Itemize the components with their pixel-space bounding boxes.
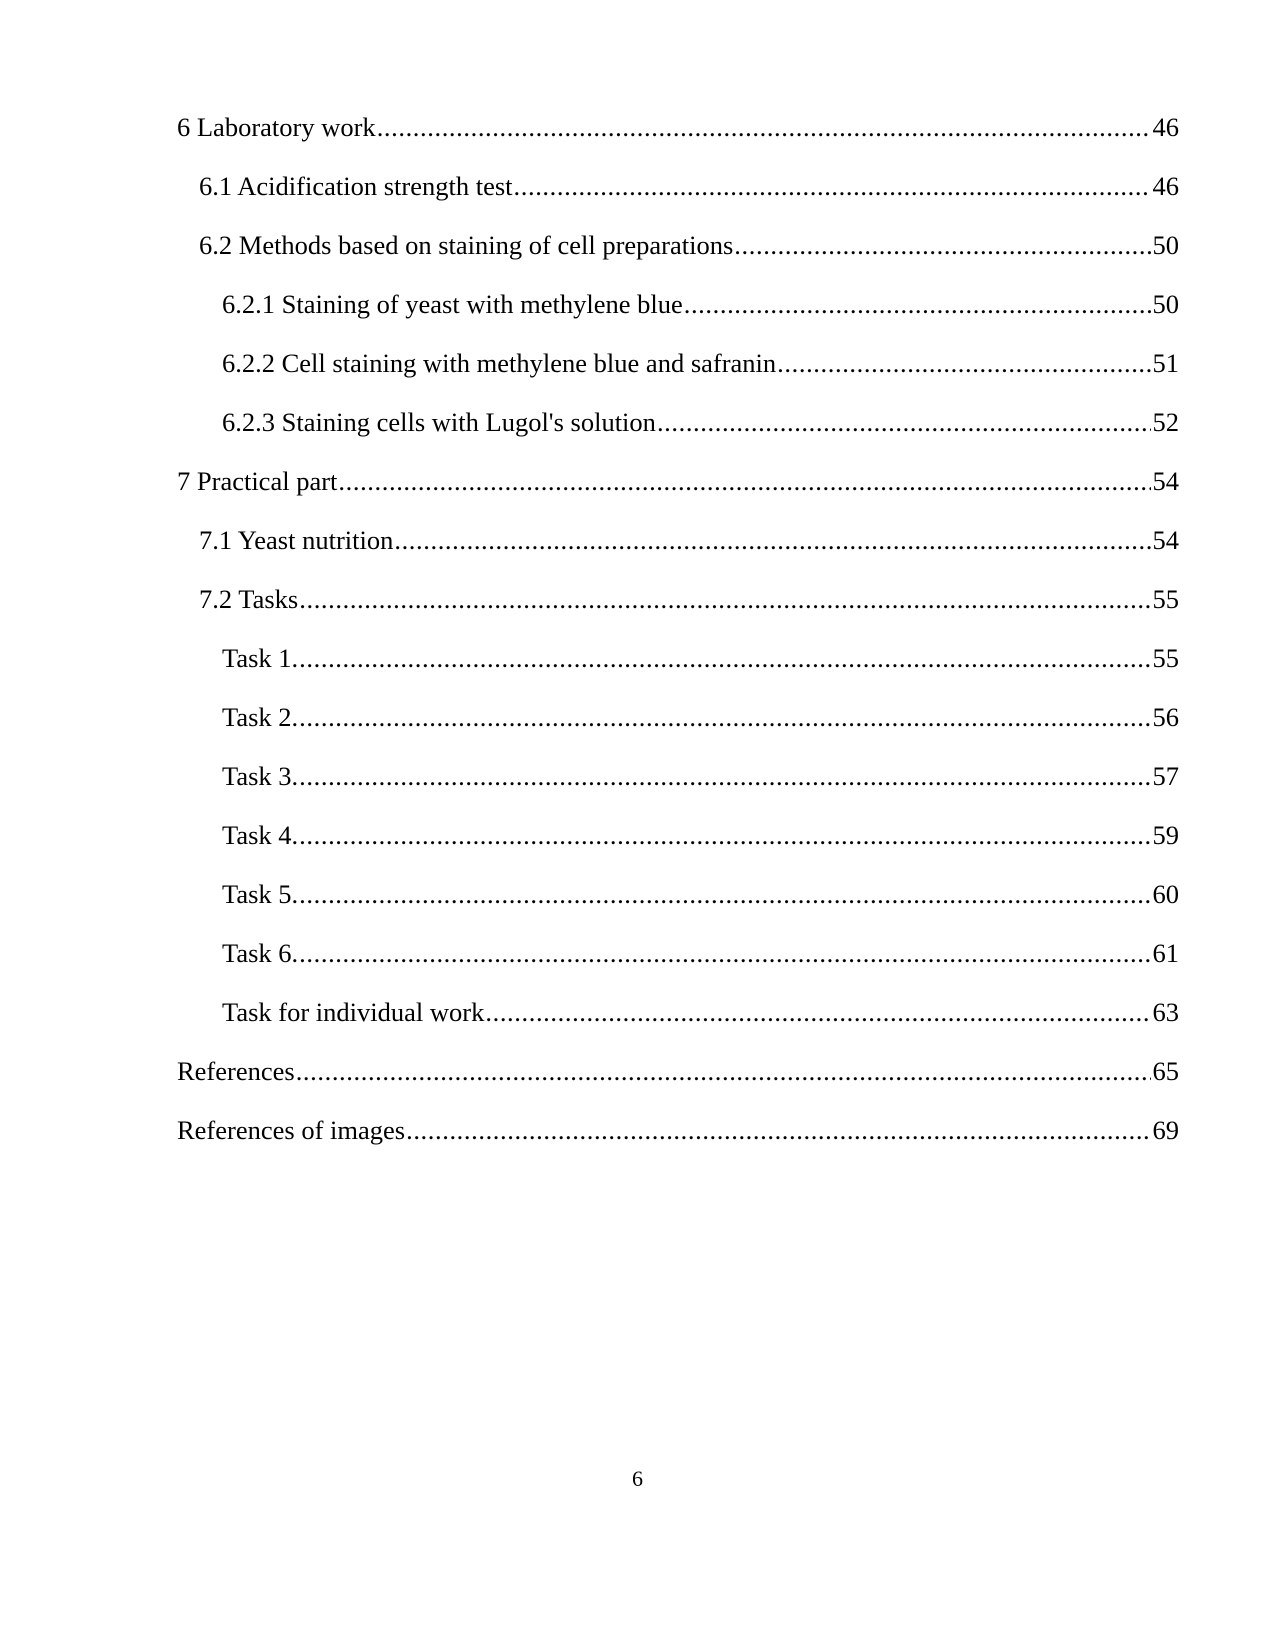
toc-entry-label: 7 Practical part (177, 466, 338, 496)
toc-dot-leader (406, 1114, 1150, 1146)
toc-entry-page: 69 (1152, 1115, 1179, 1145)
toc-entry-label: 7.1 Yeast nutrition (199, 525, 394, 555)
toc-entry-methylene-blue[interactable] (177, 288, 1179, 347)
toc-entry-label: 6 Laboratory work (177, 112, 376, 142)
toc-entry-task-4[interactable] (177, 819, 1179, 878)
toc-dot-leader (299, 642, 1150, 674)
toc-dot-leader (338, 465, 1150, 497)
toc-entry-page: 65 (1152, 1056, 1179, 1086)
toc-entry-page: 46 (1152, 112, 1179, 142)
toc-entry-laboratory-work[interactable] (177, 111, 1179, 170)
toc-dot-leader (299, 701, 1150, 733)
toc-entry-page: 57 (1152, 761, 1179, 791)
toc-entry-label: Task 3. (222, 761, 299, 791)
toc-entry-label: Task 4. (222, 820, 299, 850)
toc-entry-label: 6.2 Methods based on staining of cell preparations (199, 230, 734, 260)
toc-entry-page: 54 (1152, 466, 1179, 496)
toc-dot-leader (299, 819, 1150, 851)
toc-entry-label: Task 1. (222, 643, 299, 673)
toc-entry-page: 56 (1152, 702, 1179, 732)
toc-dot-leader (777, 347, 1150, 379)
toc-dot-leader (394, 524, 1150, 556)
toc-dot-leader (296, 1055, 1151, 1087)
toc-entry-label: Task 6. (222, 938, 299, 968)
toc-entry-task-1[interactable] (177, 642, 1179, 701)
toc-entry-page: 55 (1152, 584, 1179, 614)
toc-dot-leader (734, 229, 1150, 261)
toc-entry-label: 7.2 Tasks (199, 584, 299, 614)
toc-dot-leader (299, 760, 1150, 792)
page-number: 6 (632, 1466, 643, 1491)
toc-entry-label: 6.2.2 Cell staining with methylene blue and safranin (222, 348, 777, 378)
toc-entry-tasks[interactable] (177, 583, 1179, 642)
toc-entry-references-of-images[interactable] (177, 1114, 1179, 1173)
toc-entry-task-individual-work[interactable] (177, 996, 1179, 1055)
toc-entry-acidification-strength-test[interactable] (177, 170, 1179, 229)
toc-entry-label: 6.2.3 Staining cells with Lugol's solution (222, 407, 656, 437)
table-of-contents (177, 111, 1179, 1173)
toc-entry-references[interactable] (177, 1055, 1179, 1114)
toc-entry-label: 6.2.1 Staining of yeast with methylene blue (222, 289, 683, 319)
toc-entry-label: Task 2. (222, 702, 299, 732)
toc-entry-page: 51 (1152, 348, 1179, 378)
toc-dot-leader (299, 878, 1150, 910)
toc-entry-page: 63 (1152, 997, 1179, 1027)
toc-entry-page: 50 (1152, 289, 1179, 319)
toc-entry-label: References of images (177, 1115, 406, 1145)
toc-dot-leader (299, 937, 1150, 969)
toc-entry-page: 61 (1152, 938, 1179, 968)
toc-dot-leader (377, 111, 1151, 143)
toc-dot-leader (657, 406, 1151, 438)
toc-entry-task-5[interactable] (177, 878, 1179, 937)
toc-entry-yeast-nutrition[interactable] (177, 524, 1179, 583)
toc-entry-lugols-solution[interactable] (177, 406, 1179, 465)
toc-entry-page: 46 (1152, 171, 1179, 201)
toc-entry-page: 54 (1152, 525, 1179, 555)
toc-entry-task-2[interactable] (177, 701, 1179, 760)
toc-entry-label: References (177, 1056, 295, 1086)
toc-entry-label: Task for individual work (222, 997, 485, 1027)
toc-entry-label: 6.1 Acidification strength test (199, 171, 513, 201)
toc-entry-page: 52 (1152, 407, 1179, 437)
toc-entry-methylene-blue-safranin[interactable] (177, 347, 1179, 406)
toc-dot-leader (684, 288, 1151, 320)
toc-entry-page: 60 (1152, 879, 1179, 909)
toc-dot-leader (514, 170, 1151, 202)
toc-entry-staining-methods[interactable] (177, 229, 1179, 288)
toc-entry-label: Task 5. (222, 879, 299, 909)
toc-dot-leader (485, 996, 1150, 1028)
toc-entry-task-6[interactable] (177, 937, 1179, 996)
toc-entry-page: 50 (1152, 230, 1179, 260)
toc-entry-page: 55 (1152, 643, 1179, 673)
toc-entry-task-3[interactable] (177, 760, 1179, 819)
toc-dot-leader (299, 583, 1150, 615)
toc-entry-page: 59 (1152, 820, 1179, 850)
toc-entry-practical-part[interactable] (177, 465, 1179, 524)
